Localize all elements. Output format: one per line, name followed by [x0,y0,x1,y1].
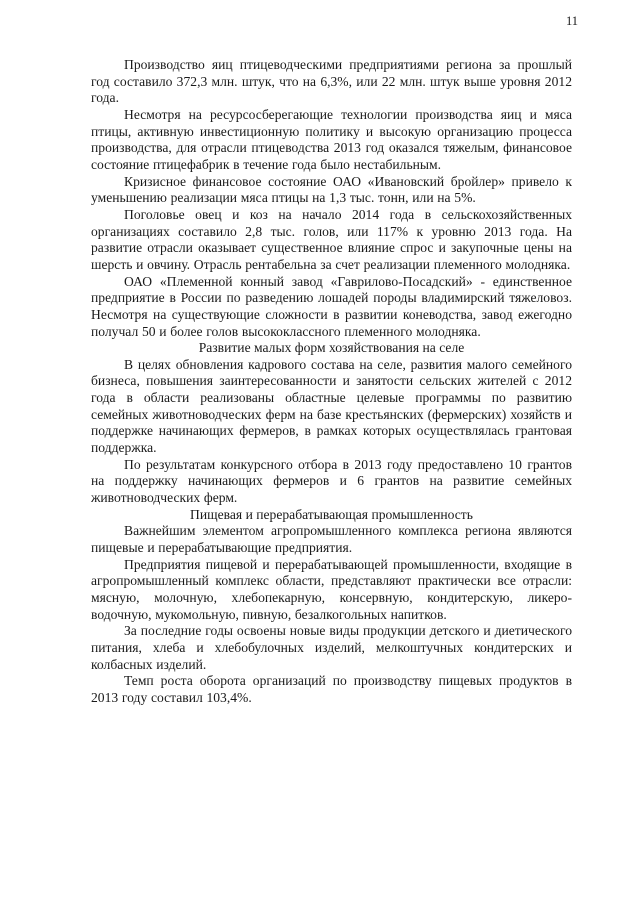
heading-food-industry: Пищевая и перерабатывающая промышленность [190,506,473,522]
document-body [91,57,572,707]
para-grants: По результатам конкурсного отбора в 2013 году предоставлено 10 грантов на поддержку начинающих фермеров и 6 грантов на развитие семейных животноводческих ферм. [91,456,572,506]
page-number: 11 [565,14,578,28]
para-new-products: За последние годы освоены новые виды продукции детского и диетического питания, хлеба и хлебобулочных изделий, мелкоштучных кондитерских и колбасных изделий. [91,623,572,672]
para-horse-plant: ОАО «Племенной конный завод «Гаврилово-Посадский» - единственное предприятие в России по разведению лошадей породы владимирский тяжеловоз. Несмотря на существующие сложности в развитии коневодства, завод ежегодно получал 50 и более голов высококлассного племенного молодняка. [91,273,572,339]
heading-small-business: Развитие малых форм хозяйствования на селе [198,340,465,356]
para-turnover-growth: Темп роста оборота организаций по производству пищевых продуктов в 2013 году составил 103,4%. [91,673,572,705]
para-food-element: Важнейшим элементом агропромышленного комплекса региона являются пищевые и перерабатывающие предприятия. [91,523,572,556]
para-sheep-goats: Поголовье овец и коз на начало 2014 года в сельскохозяйственных организациях составило 2,8 тыс. голов, или 117% к уровню 2013 года. На развитие отрасли оказывает существенное влияние спрос и закупочные цены на шерсть и овчину. Отрасль рентабельна за счет реализации племенного молодняка. [91,206,572,272]
para-egg-production: Производство яиц птицеводческими предприятиями региона за прошлый год составило 372,3 млн. штук, что на 6,3%, или 22 млн. штук выше уровня 2012 года. [91,57,572,106]
para-family-farms: В целях обновления кадрового состава на селе, развития малого семейного бизнеса, повышения заинтересованности и занятости сельских жителей с 2012 года в области реализованы областные целевые программы по развитию семейных животноводческих ферм на базе крестьянских (фермерских) хозяйств и поддержке начинающих фермеров, в рамках которых осуществлялась грантовая поддержка. [91,356,572,456]
para-poultry-difficulties: Несмотря на ресурсосберегающие технологии производства яиц и мяса птицы, активную инвестиционную политику и высокую организацию процесса производства, для отрасли птицеводства 2013 год оказался тяжелым, финансовое состояние птицефабрик в течение года было нестабильным. [91,106,572,172]
para-food-branches: Предприятия пищевой и перерабатывающей промышленности, входящие в агропромышленный комплекс области, представляют практически все отрасли: мясную, молочную, хлебопекарную, консервную, кондитерскую, ликеро-водочную, мукомольную, пивную, безалкогольных напитков. [91,556,572,622]
para-ivanovsky-broiler: Кризисное финансовое состояние ОАО «Ивановский бройлер» привело к уменьшению реализации мяса птицы на 1,3 тыс. тонн, или на 5%. [91,173,572,206]
